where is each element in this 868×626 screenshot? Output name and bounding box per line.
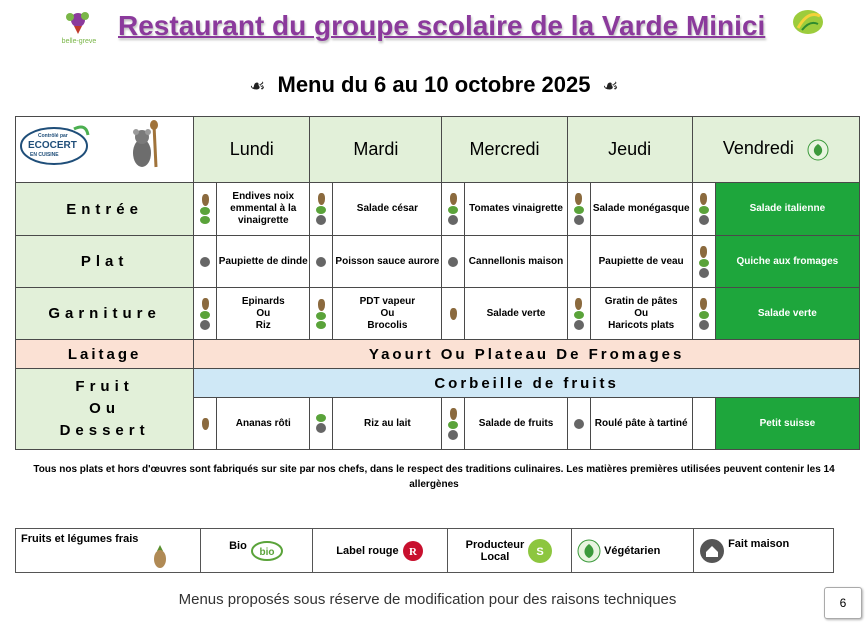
icon-cell	[692, 288, 715, 340]
producteur-local-icon	[527, 538, 553, 564]
legend-table	[15, 528, 834, 573]
label-rouge-icon	[402, 540, 424, 562]
bio-icon	[316, 312, 326, 320]
fait-maison-icon	[448, 257, 458, 267]
dish-garniture-mardi	[333, 288, 442, 340]
menu-table	[15, 116, 860, 450]
dish-entree-mardi: Salade césar	[333, 183, 442, 236]
producteur-local-icon	[202, 418, 209, 430]
row-label-laitage: Laitage	[16, 340, 194, 369]
fait-maison-icon	[448, 215, 458, 225]
dish-line: Epinards	[241, 295, 285, 307]
dish-garniture-jeudi	[590, 288, 692, 340]
menu-week-text: Menu du 6 au 10 octobre 2025	[277, 72, 591, 97]
bio-icon	[574, 311, 584, 319]
icon-cell	[442, 398, 465, 450]
svg-text:EN CUISINE: EN CUISINE	[30, 152, 59, 158]
day-header-lundi: Lundi	[194, 117, 310, 183]
vegetarian-icon	[577, 539, 601, 563]
bio-icon	[250, 540, 284, 562]
day-header-vendredi-label: Vendredi	[722, 138, 794, 159]
fait-maison-icon	[699, 538, 725, 564]
legend-producteur-line: Local	[480, 550, 510, 563]
producteur-local-icon	[318, 299, 325, 311]
fait-maison-icon	[448, 430, 458, 440]
dessert-label-line: Dessert	[59, 422, 150, 439]
page-title: Restaurant du groupe scolaire de la Varde Minici	[118, 10, 766, 41]
garniture-row	[16, 288, 860, 340]
allergen-note: Tous nos plats et hors d'œuvres sont fabriqués sur site par nos chefs, dans le respect des traditions culinaires. Les matières premières utilisées peuvent contenir les 14 allergènes	[33, 464, 835, 490]
day-header-jeudi: Jeudi	[567, 117, 692, 183]
icon-cell	[567, 183, 590, 236]
vegetarian-icon	[807, 139, 829, 161]
bio-icon	[316, 414, 326, 422]
fleuron-left-icon: ☙	[249, 76, 266, 96]
icon-cell	[442, 183, 465, 236]
row-label-plat: Plat	[16, 236, 194, 288]
fait-maison-icon	[699, 268, 709, 278]
svg-text:ECOCERT: ECOCERT	[28, 140, 77, 151]
icon-cell	[194, 398, 217, 450]
icon-cell	[692, 183, 715, 236]
producteur-local-icon	[202, 194, 209, 206]
dish-plat-vendredi: Quiche aux fromages	[715, 236, 859, 288]
icon-cell	[567, 398, 590, 450]
fleuron-right-icon: ☙	[602, 76, 619, 96]
dish-dessert-mercredi: Salade de fruits	[465, 398, 567, 450]
icon-cell	[194, 288, 217, 340]
icon-cell	[442, 288, 465, 340]
svg-text:bio: bio	[259, 546, 275, 558]
producteur-local-icon	[202, 298, 209, 310]
bio-icon	[200, 216, 210, 224]
dessert-label-line: Ou	[89, 400, 121, 417]
fait-maison-icon	[316, 257, 326, 267]
producteur-local-icon	[575, 298, 582, 310]
bio-icon	[574, 206, 584, 214]
bio-icon	[316, 206, 326, 214]
legend-label-rouge	[313, 529, 448, 573]
dish-garniture-vendredi: Salade verte	[715, 288, 859, 340]
legend-vegetarien-label: Végétarien	[604, 544, 661, 557]
icon-cell	[567, 236, 590, 288]
dish-entree-mercredi: Tomates vinaigrette	[465, 183, 567, 236]
svg-text:belle-greve: belle-greve	[61, 38, 97, 45]
producteur-local-icon	[700, 298, 707, 310]
producteur-local-icon	[450, 193, 457, 205]
legend-fait-maison-label: Fait maison	[728, 537, 790, 550]
bio-icon	[699, 206, 709, 214]
legend-vegetarien	[572, 529, 694, 573]
legend-label-rouge-label: Label rouge	[336, 544, 399, 557]
page-number: 6	[824, 587, 862, 619]
legend-fruits-label: Fruits et légumes frais	[21, 532, 139, 545]
footer-disclaimer: Menus proposés sous réserve de modification pour des raisons techniques	[178, 591, 677, 608]
row-label-entree: Entrée	[16, 183, 194, 236]
producteur-local-icon	[318, 193, 325, 205]
fait-maison-icon	[574, 320, 584, 330]
fait-maison-icon	[574, 419, 584, 429]
row-label-garniture: Garniture	[16, 288, 194, 340]
dish-dessert-mardi: Riz au lait	[333, 398, 442, 450]
dish-line: Riz	[255, 319, 271, 331]
ecocert-logo-cell	[16, 117, 194, 183]
icon-cell	[310, 183, 333, 236]
fait-maison-icon	[200, 257, 210, 267]
fruits-vegetables-icon	[149, 543, 171, 569]
fait-maison-icon	[574, 215, 584, 225]
day-header-mardi: Mardi	[310, 117, 442, 183]
dish-plat-jeudi: Paupiette de veau	[590, 236, 692, 288]
dish-dessert-jeudi: Roulé pâte à tartiné	[590, 398, 692, 450]
leaf-logo	[790, 6, 826, 38]
plat-row	[16, 236, 860, 288]
dish-line: Ou	[256, 307, 271, 319]
fait-maison-icon	[316, 423, 326, 433]
fait-maison-icon	[699, 215, 709, 225]
legend-bio	[201, 529, 313, 573]
icon-cell	[567, 288, 590, 340]
ecocert-logo	[16, 117, 194, 179]
fait-maison-icon	[200, 320, 210, 330]
bio-icon	[200, 207, 210, 215]
icon-cell	[310, 236, 333, 288]
dish-plat-mardi: Poisson sauce aurore	[333, 236, 442, 288]
dish-dessert-lundi: Ananas rôti	[217, 398, 310, 450]
icon-cell	[310, 398, 333, 450]
bio-icon	[200, 311, 210, 319]
producteur-local-icon	[450, 308, 457, 320]
dish-plat-lundi: Paupiette de dinde	[217, 236, 310, 288]
legend-producteur-line: Producteur	[465, 538, 525, 551]
legend-producteur-local	[448, 529, 572, 573]
day-header-vendredi	[692, 117, 859, 183]
svg-text:R: R	[408, 545, 417, 558]
icon-cell	[310, 288, 333, 340]
dish-entree-lundi: Endives noix emmental à la vinaigrette	[217, 183, 310, 236]
bio-icon	[699, 259, 709, 267]
dish-line: Ou	[634, 307, 649, 319]
producteur-local-icon	[450, 408, 457, 420]
fruit-band-row	[16, 369, 860, 398]
row-label-dessert	[16, 369, 194, 450]
fruit-band: Corbeille de fruits	[194, 369, 860, 398]
icon-cell	[194, 236, 217, 288]
bio-icon	[699, 311, 709, 319]
icon-cell	[692, 398, 715, 450]
day-header-mercredi: Mercredi	[442, 117, 567, 183]
dish-entree-vendredi: Salade italienne	[715, 183, 859, 236]
dish-dessert-vendredi: Petit suisse	[715, 398, 859, 450]
icon-cell	[442, 236, 465, 288]
dish-line: PDT vapeur	[359, 295, 416, 307]
producteur-local-icon	[700, 193, 707, 205]
fait-maison-icon	[316, 215, 326, 225]
svg-text:S: S	[536, 545, 545, 558]
laitage-row	[16, 340, 860, 369]
bio-icon	[448, 421, 458, 429]
menu-week-heading	[0, 72, 868, 98]
legend-fait-maison	[694, 529, 834, 573]
legend-bio-label: Bio	[229, 539, 247, 552]
dish-line: Haricots plats	[608, 319, 675, 331]
dessert-label-line: Fruit	[75, 378, 134, 395]
days-header-row	[16, 117, 860, 183]
laitage-band: Yaourt Ou Plateau De Fromages	[194, 340, 860, 369]
bio-icon	[448, 206, 458, 214]
dish-line: Gratin de pâtes	[604, 295, 678, 307]
icon-cell	[194, 183, 217, 236]
fait-maison-icon	[699, 320, 709, 330]
icon-cell	[692, 236, 715, 288]
dish-line: Ou	[380, 307, 395, 319]
dish-garniture-mercredi: Salade verte	[465, 288, 567, 340]
entree-row	[16, 183, 860, 236]
belle-greve-logo	[56, 8, 102, 46]
dish-entree-jeudi: Salade monégasque	[590, 183, 692, 236]
producteur-local-icon	[575, 193, 582, 205]
producteur-local-icon	[700, 246, 707, 258]
legend-producteur-text	[466, 539, 525, 563]
dish-line: Brocolis	[367, 319, 408, 331]
legend-fruits	[16, 529, 201, 573]
dish-garniture-lundi	[217, 288, 310, 340]
bio-icon	[316, 321, 326, 329]
dish-plat-mercredi: Cannellonis maison	[465, 236, 567, 288]
svg-text:Contrôlé par: Contrôlé par	[38, 133, 68, 139]
